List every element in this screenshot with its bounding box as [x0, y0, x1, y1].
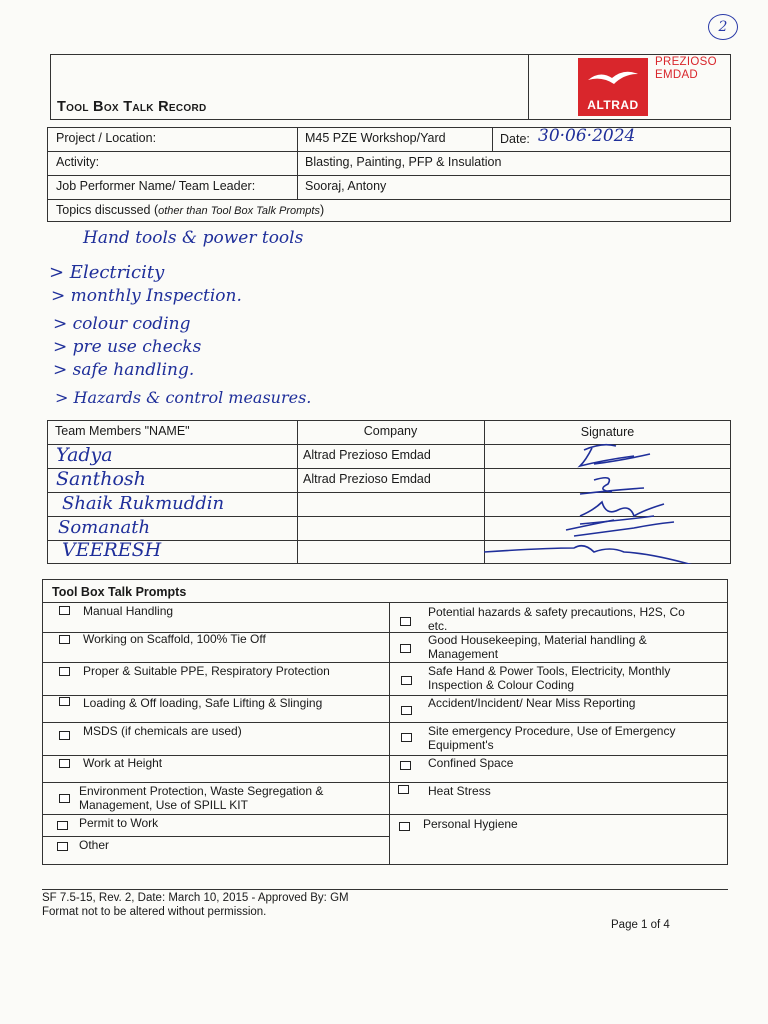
team-member-name: Yadya — [56, 444, 113, 466]
prompt-label: Permit to Work — [79, 816, 159, 830]
prompt-label: Loading & Off loading, Safe Lifting & Slinging — [83, 696, 323, 710]
prompt-label: Site emergency Procedure, Use of Emergency Equipment's — [428, 724, 676, 752]
company-logo — [578, 58, 648, 116]
footer-revision: SF 7.5-15, Rev. 2, Date: March 10, 2015 - Approved By: GM — [42, 892, 349, 904]
signature-scribble — [484, 420, 731, 564]
page-marker-text: 2 — [718, 19, 728, 35]
topics-notes — [47, 222, 731, 418]
prompt-checkbox[interactable] — [59, 794, 70, 803]
prompt-label: Good Housekeeping, Material handling & Management — [428, 633, 647, 661]
prompt-checkbox[interactable] — [59, 635, 70, 644]
leader-label: Job Performer Name/ Team Leader: — [56, 179, 256, 193]
topic-line: > pre use checks — [53, 337, 202, 357]
prompt-label: Heat Stress — [428, 784, 491, 798]
prompt-label: Manual Handling — [83, 604, 174, 618]
prompt-label: Work at Height — [83, 756, 163, 770]
topic-line: > monthly Inspection. — [51, 286, 242, 306]
activity-value: Blasting, Painting, PFP & Insulation — [305, 155, 502, 169]
logo-brand-line1: PREZIOSO — [655, 56, 717, 68]
team-col-signature: Signature — [580, 425, 635, 439]
prompt-checkbox[interactable] — [59, 759, 70, 768]
prompt-label: Accident/Incident/ Near Miss Reporting — [428, 696, 636, 710]
form-title: Tool Box Talk Record — [57, 99, 207, 115]
prompt-checkbox[interactable] — [401, 733, 412, 742]
page-number: Page 1 of 4 — [611, 919, 670, 931]
topic-line: > Electricity — [49, 262, 165, 283]
prompt-label: Confined Space — [428, 756, 514, 770]
team-member-name: VEERESH — [62, 539, 162, 561]
prompt-label: Proper & Suitable PPE, Respiratory Protection — [83, 664, 330, 678]
prompt-checkbox[interactable] — [401, 676, 412, 685]
prompt-checkbox[interactable] — [57, 821, 68, 830]
page-marker — [708, 14, 738, 40]
prompt-checkbox[interactable] — [401, 706, 412, 715]
date-label: Date: — [500, 132, 530, 146]
prompt-checkbox[interactable] — [399, 822, 410, 831]
topics-label: Topics discussed (other than Tool Box Talk Prompts) — [56, 203, 325, 217]
prompt-checkbox[interactable] — [59, 606, 70, 615]
topic-line: Hand tools & power tools — [83, 228, 304, 248]
prompt-label: Other — [79, 838, 110, 852]
logo-brand-line2: EMDAD — [655, 69, 699, 81]
leader-value: Sooraj, Antony — [305, 179, 387, 193]
date-value: 30·06·2024 — [538, 126, 636, 146]
prompts-title: Tool Box Talk Prompts — [52, 585, 187, 599]
prompt-checkbox[interactable] — [57, 842, 68, 851]
topic-line: > colour coding — [53, 314, 191, 334]
prompt-checkbox[interactable] — [59, 731, 70, 740]
prompt-label: Environment Protection, Waste Segregation & Management, Use of SPILL KIT — [79, 784, 324, 812]
topic-line: > safe handling. — [53, 360, 195, 380]
team-member-name: Santhosh — [56, 468, 146, 490]
prompt-checkbox[interactable] — [400, 644, 411, 653]
prompt-label: MSDS (if chemicals are used) — [83, 724, 242, 738]
prompt-label: Personal Hygiene — [423, 817, 518, 831]
team-member-company: Altrad Prezioso Emdad — [303, 472, 431, 486]
prompt-checkbox[interactable] — [400, 761, 411, 770]
prompt-checkbox[interactable] — [400, 617, 411, 626]
prompt-checkbox[interactable] — [59, 697, 70, 706]
prompt-label: Safe Hand & Power Tools, Electricity, Monthly Inspection & Colour Coding — [428, 664, 671, 692]
prompt-checkbox[interactable] — [59, 667, 70, 676]
team-col-company: Company — [363, 424, 418, 438]
bird-logo-icon — [578, 60, 648, 100]
prompt-label: Potential hazards & safety precautions, H2S, Co etc. — [428, 605, 685, 633]
activity-label: Activity: — [56, 155, 100, 169]
team-col-name: Team Members "NAME" — [55, 424, 190, 438]
footer-notice: Format not to be altered without permission. — [42, 906, 267, 918]
logo-brand-main: ALTRAD — [587, 98, 639, 112]
team-member-name: Somanath — [58, 517, 151, 538]
team-member-name: Shaik Rukmuddin — [62, 493, 225, 514]
team-member-company: Altrad Prezioso Emdad — [303, 448, 431, 462]
prompt-label: Working on Scaffold, 100% Tie Off — [83, 632, 266, 646]
project-label: Project / Location: — [56, 131, 157, 145]
topic-line: > Hazards & control measures. — [55, 388, 312, 407]
project-value: M45 PZE Workshop/Yard — [305, 131, 446, 145]
prompt-checkbox[interactable] — [398, 785, 409, 794]
